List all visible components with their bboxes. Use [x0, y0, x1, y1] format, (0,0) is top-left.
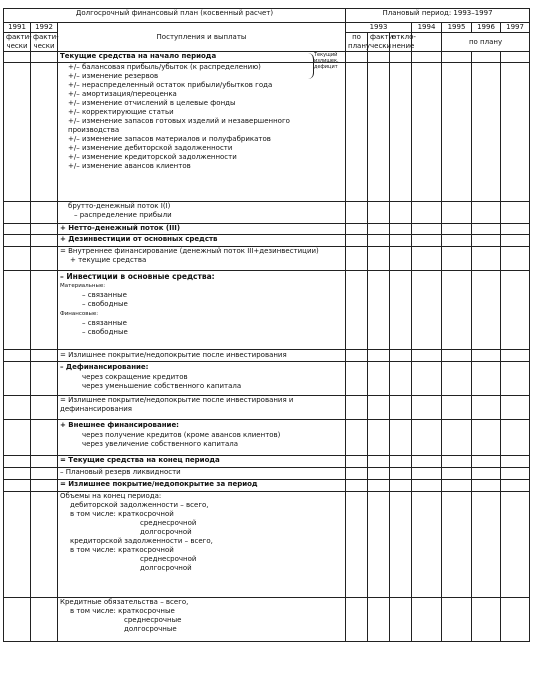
- col-1994: 1994: [412, 23, 442, 33]
- invest-line: – связанные: [82, 291, 127, 299]
- row-label: = Излишнее покрытие/недопокрытие после инвестирования и дефинансирования: [58, 396, 346, 420]
- row-liquidity-reserve: [4, 468, 530, 480]
- row-credit-obligations: [4, 598, 530, 642]
- row-gross-cashflow-label: [58, 202, 346, 224]
- col-1993: 1993: [346, 23, 412, 33]
- row-external-financing: [4, 420, 530, 456]
- col-1991-actual: факти-чески: [4, 33, 31, 52]
- row-coverage-after-investment: [4, 350, 530, 362]
- internal-line: + текущие средства: [70, 256, 147, 264]
- volumes-line: среднесрочной: [140, 555, 197, 563]
- credit-line: среднесрочные: [124, 616, 182, 624]
- volumes-line: долгосрочной: [140, 564, 192, 572]
- external-line: через получение кредитов (кроме авансов клиентов): [82, 431, 281, 439]
- volumes-line: дебиторской задолженности – всего,: [70, 501, 209, 509]
- gross-line: брутто-денежный поток I(I): [68, 202, 171, 210]
- col-1997: 1997: [501, 23, 530, 33]
- row-gross-cashflow: [4, 202, 530, 224]
- row-disinvestment: [4, 235, 530, 247]
- col-receipts-payments: Поступления и выплаты: [58, 23, 346, 52]
- col-1995: 1995: [442, 23, 472, 33]
- row-label: = Излишнее покрытие/недопокрытие после инвестирования: [58, 350, 346, 362]
- volumes-line: в том числе: краткосрочной: [70, 546, 174, 554]
- row-credit-label: [58, 598, 346, 642]
- col-1993-plan: по плану: [346, 33, 368, 52]
- invest-line: – связанные: [82, 319, 127, 327]
- col-plan-later: по плану: [442, 33, 530, 52]
- row-internal-financing-label: [58, 247, 346, 271]
- volumes-line: Объемы на конец периода:: [60, 492, 162, 500]
- col-1993-deviation: откло-нение: [390, 33, 412, 52]
- volumes-line: в том числе: краткосрочной: [70, 510, 174, 518]
- credit-line: в том числе: краткосрочные: [70, 607, 175, 615]
- col-1993-actual: факти-чески: [368, 33, 390, 52]
- row-net-cashflow: [4, 224, 530, 235]
- row-adjustments-list: [58, 63, 346, 202]
- row-label: = Текущие средства на конец периода: [58, 456, 346, 468]
- col-1992-actual: факти-чески: [31, 33, 58, 52]
- row-current-funds-start: [4, 52, 530, 63]
- invest-line: – Инвестиции в основные средства:: [60, 272, 215, 281]
- adj-line: +/– изменение кредиторской задолженности: [68, 153, 237, 161]
- adj-line: +/– изменение запасов материалов и полуфабрикатов: [68, 135, 271, 143]
- row-adjustments: [4, 63, 530, 202]
- volumes-line: долгосрочной: [140, 528, 192, 536]
- row-investments: [4, 271, 530, 350]
- col-1991: 1991: [4, 23, 31, 33]
- col-1992: 1992: [31, 23, 58, 33]
- definancing-line: через сокращение кредитов: [82, 373, 188, 381]
- col-1996: 1996: [472, 23, 501, 33]
- invest-line: – свободные: [82, 328, 128, 336]
- row-label: Текущие средства на начало периода: [58, 52, 346, 63]
- row-volumes-label: [58, 492, 346, 598]
- adj-line: +/– изменение запасов готовых изделий и незавершенного производства: [68, 117, 290, 134]
- volumes-line: кредиторской задолженности – всего,: [70, 537, 213, 545]
- external-line: через увеличение собственного капитала: [82, 440, 239, 448]
- adj-line: +/– балансовая прибыль/убыток (к распределению): [68, 63, 261, 71]
- plan-title: Долгосрочный финансовый план (косвенный расчет): [4, 9, 346, 23]
- adj-line: +/– изменение дебиторской задолженности: [68, 144, 233, 152]
- header-row-2: [4, 23, 530, 33]
- adj-line: +/– амортизация/переоценка: [68, 90, 177, 98]
- invest-line: – свободные: [82, 300, 128, 308]
- credit-line: долгосрочные: [124, 625, 177, 633]
- row-label: – Плановый резерв ликвидности: [58, 468, 346, 480]
- invest-line: Материальные:: [60, 283, 106, 289]
- invest-line: Финансовые:: [60, 311, 99, 317]
- row-external-financing-label: [58, 420, 346, 456]
- row-definancing: [4, 362, 530, 396]
- row-current-funds-end: [4, 456, 530, 468]
- adj-line: +/– изменение резервов: [68, 72, 159, 80]
- row-internal-financing: [4, 247, 530, 271]
- definancing-line: – Дефинансирование:: [60, 363, 149, 371]
- row-coverage-after-definancing: [4, 396, 530, 420]
- gross-line: – распределение прибыли: [74, 211, 172, 219]
- row-label: + Нетто-денежный поток (III): [58, 224, 346, 235]
- row-coverage-period: [4, 480, 530, 492]
- adj-line: +/– изменение авансов клиентов: [68, 162, 191, 170]
- row-volumes-end: [4, 492, 530, 598]
- credit-line: Кредитные обязательства – всего,: [60, 598, 189, 606]
- volumes-line: среднесрочной: [140, 519, 197, 527]
- adj-line: +/– нераспределенный остаток прибыли/убытков года: [68, 81, 273, 89]
- definancing-line: через уменьшение собственного капитала: [82, 382, 242, 390]
- row-definancing-label: [58, 362, 346, 396]
- row-investments-label: [58, 271, 346, 350]
- col-1994-cell: [412, 33, 442, 52]
- adj-line: +/– корректирующие статьи: [68, 108, 174, 116]
- internal-line: = Внутреннее финансирование (денежный поток III+дезинвестиции): [60, 247, 319, 255]
- external-line: + Внешнее финансирование:: [60, 421, 179, 429]
- financial-plan-table: [3, 8, 530, 642]
- plan-period: Плановый период: 1993–1997: [346, 9, 530, 23]
- brace-mark: [305, 53, 314, 79]
- brace-note: Текущий излишек, дефицит: [314, 52, 339, 70]
- row-label: = Излишнее покрытие/недопокрытие за период: [58, 480, 346, 492]
- row-label: + Дезинвестиции от основных средств: [58, 235, 346, 247]
- adj-line: +/– изменение отчислений в целевые фонды: [68, 99, 236, 107]
- header-row-1: [4, 9, 530, 23]
